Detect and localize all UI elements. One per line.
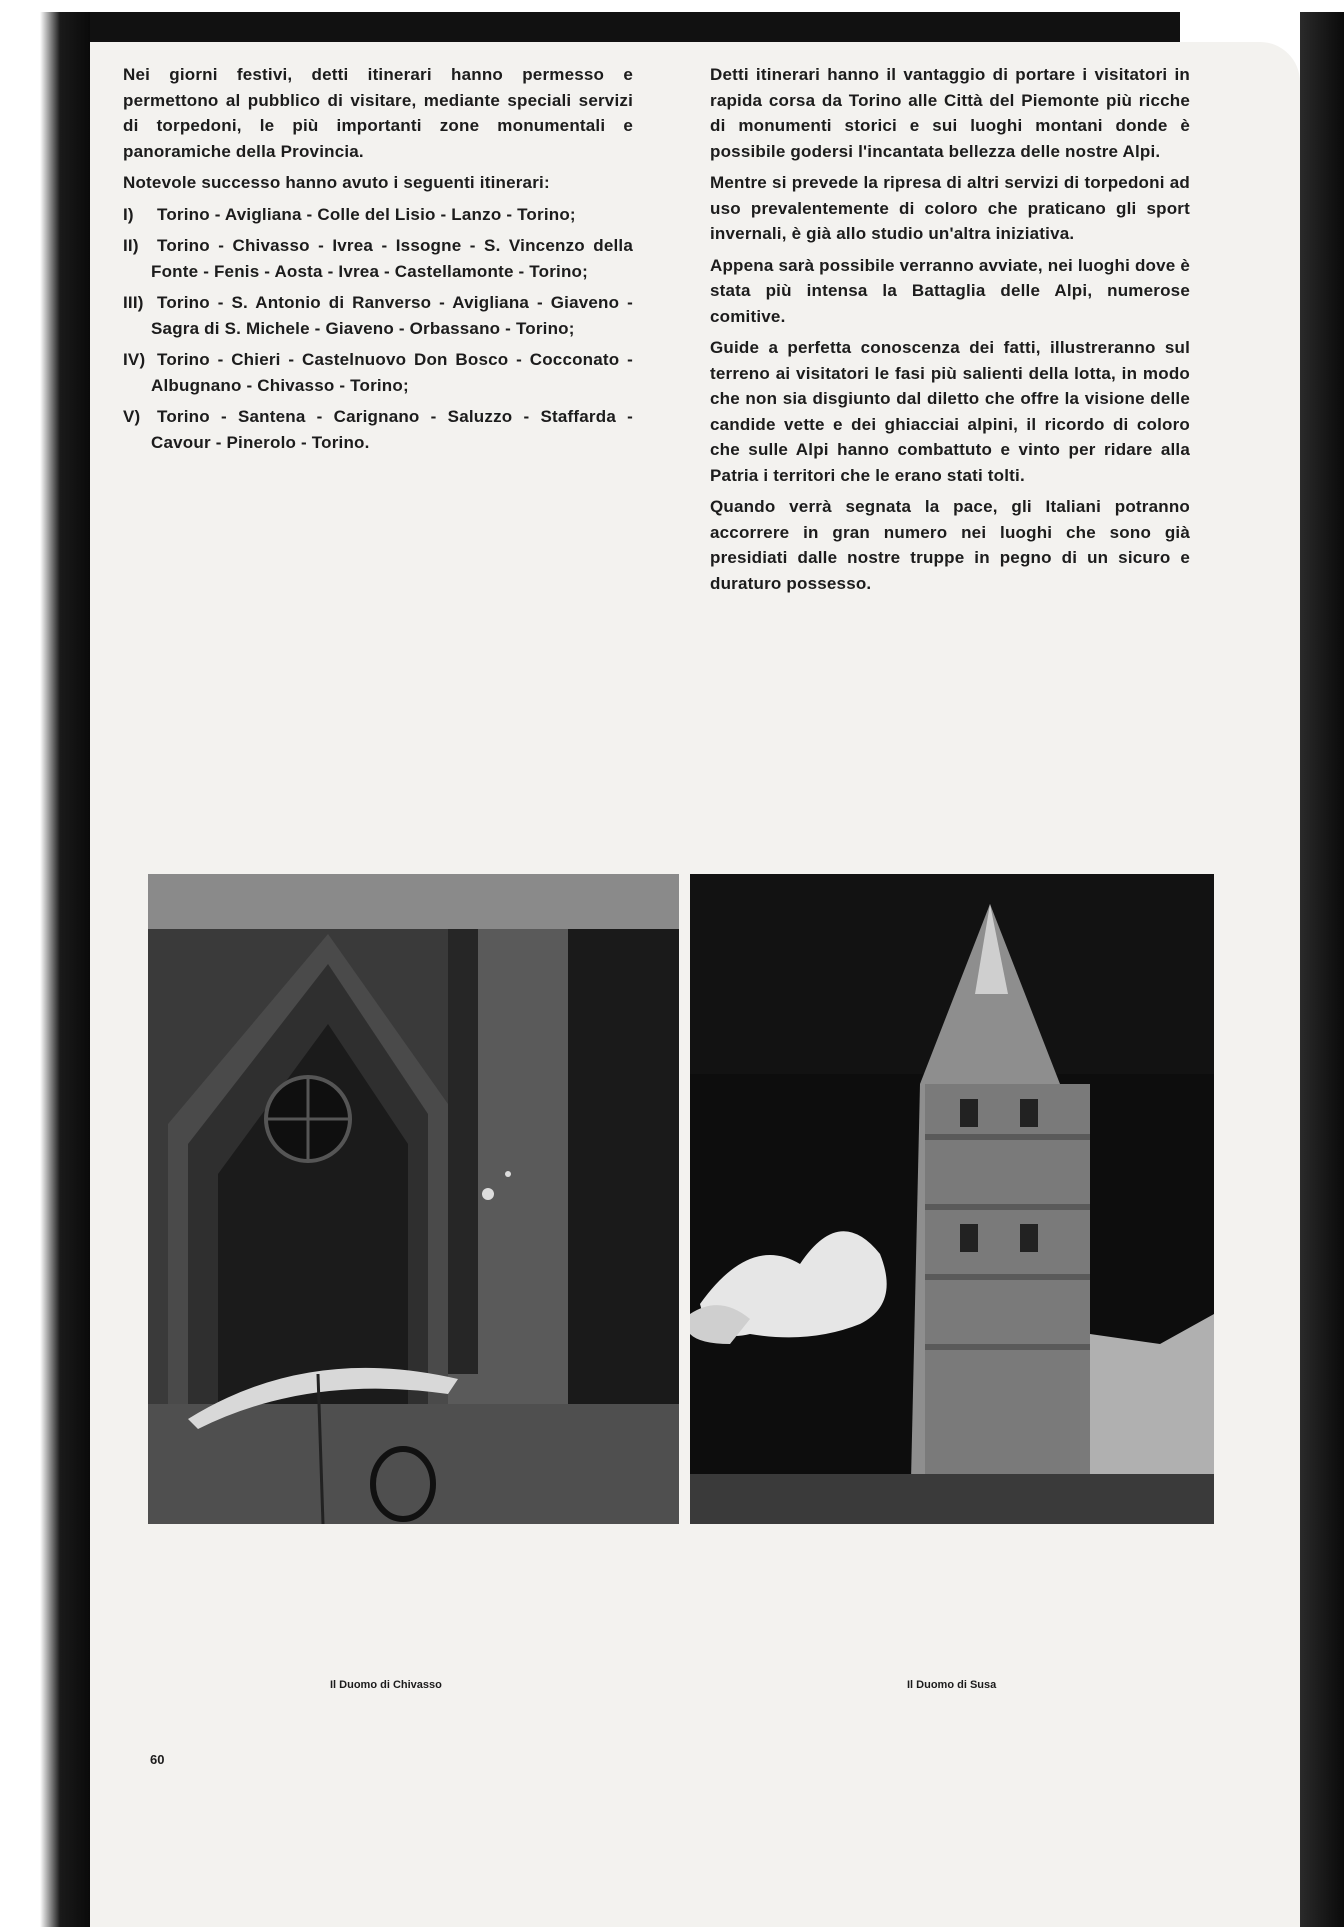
right-text-column [710,62,1190,602]
photo-duomo-susa [690,874,1214,1524]
intro-paragraph: Nei giorni festivi, detti itinerari hanno permesso e permettono al pubblico di visitare, mediante speciali servizi di torpedoni, le più importanti zone monumentali e panoramiche della Provincia. [123,65,633,161]
photo-susa-graphic [690,874,1214,1524]
itinerari-intro: Notevole successo hanno avuto i seguenti itinerari: [123,173,550,192]
itinerary-number: III) [123,293,144,312]
itinerary-number: II) [123,236,139,255]
itinerary-number: I) [123,204,134,224]
caption-susa: Il Duomo di Susa [907,1679,997,1691]
itinerary-item [123,233,633,284]
right-paragraph: Guide a perfetta conoscenza dei fatti, illustreranno sul terreno ai visitatori le fasi più salienti della lotta, in modo che non sia disgiunto dal diletto che offre la visione delle candide vette e dei ghiacciai alpini, il ricordo di coloro che sulle Alpi hanno combattuto e vinto per ridare alla Patria i territori che le erano stati tolti. [710,338,1190,485]
itinerary-number: IV) [123,350,146,369]
scan-corner [1180,12,1300,32]
page-number: 60 [150,1752,165,1767]
scan-right-shadow [1300,12,1344,1927]
scan-left-shadow [0,12,90,1927]
itinerary-route: Torino - Santena - Carignano - Saluzzo - Staffarda - Cavour - Pinerolo - Torino. [151,407,633,452]
scan-top-shadow [0,12,1180,42]
itinerary-route: Torino - Chivasso - Ivrea - Issogne - S. Vincenzo della Fonte - Fenis - Aosta - Ivrea - Castellamonte - Torino; [151,236,633,281]
itinerary-route: Torino - Chieri - Castelnuovo Don Bosco - Cocconato - Albugnano - Chivasso - Torino; [151,350,633,395]
left-text-column [123,62,633,461]
right-paragraph: Appena sarà possibile verranno avviate, nei luoghi dove è stata più intensa la Battaglia delle Alpi, numerose comitive. [710,255,1190,326]
itinerary-route: Torino - S. Antonio di Ranverso - Avigliana - Giaveno - Sagra di S. Michele - Giaveno - Orbassano - Torino; [151,293,633,338]
right-paragraph: Quando verrà segnata la pace, gli Italiani potranno accorrere in gran numero nei luoghi che sono già presidiati dalle nostre truppe in pegno di un sicuro e duraturo possesso. [710,497,1190,593]
caption-chivasso: Il Duomo di Chivasso [330,1679,442,1691]
photo-chivasso-graphic [148,874,679,1524]
photo-duomo-chivasso [148,874,679,1524]
itinerary-item [123,202,633,228]
itinerary-route: Torino - Avigliana - Colle del Lisio - Lanzo - Torino; [157,204,576,224]
itinerary-item [123,347,633,398]
itinerary-item [123,290,633,341]
itinerary-number: V) [123,407,141,426]
right-paragraph: Mentre si prevede la ripresa di altri servizi di torpedoni ad uso prevalentemente di coloro che praticano gli sport invernali, è già allo studio un'altra iniziativa. [710,173,1190,243]
right-paragraph: Detti itinerari hanno il vantaggio di portare i visitatori in rapida corsa da Torino alle Città del Piemonte più ricche di monumenti storici e sui luoghi montani donde è possibile godersi l'incantata bellezza delle nostre Alpi. [710,65,1190,161]
itinerary-item [123,404,633,455]
